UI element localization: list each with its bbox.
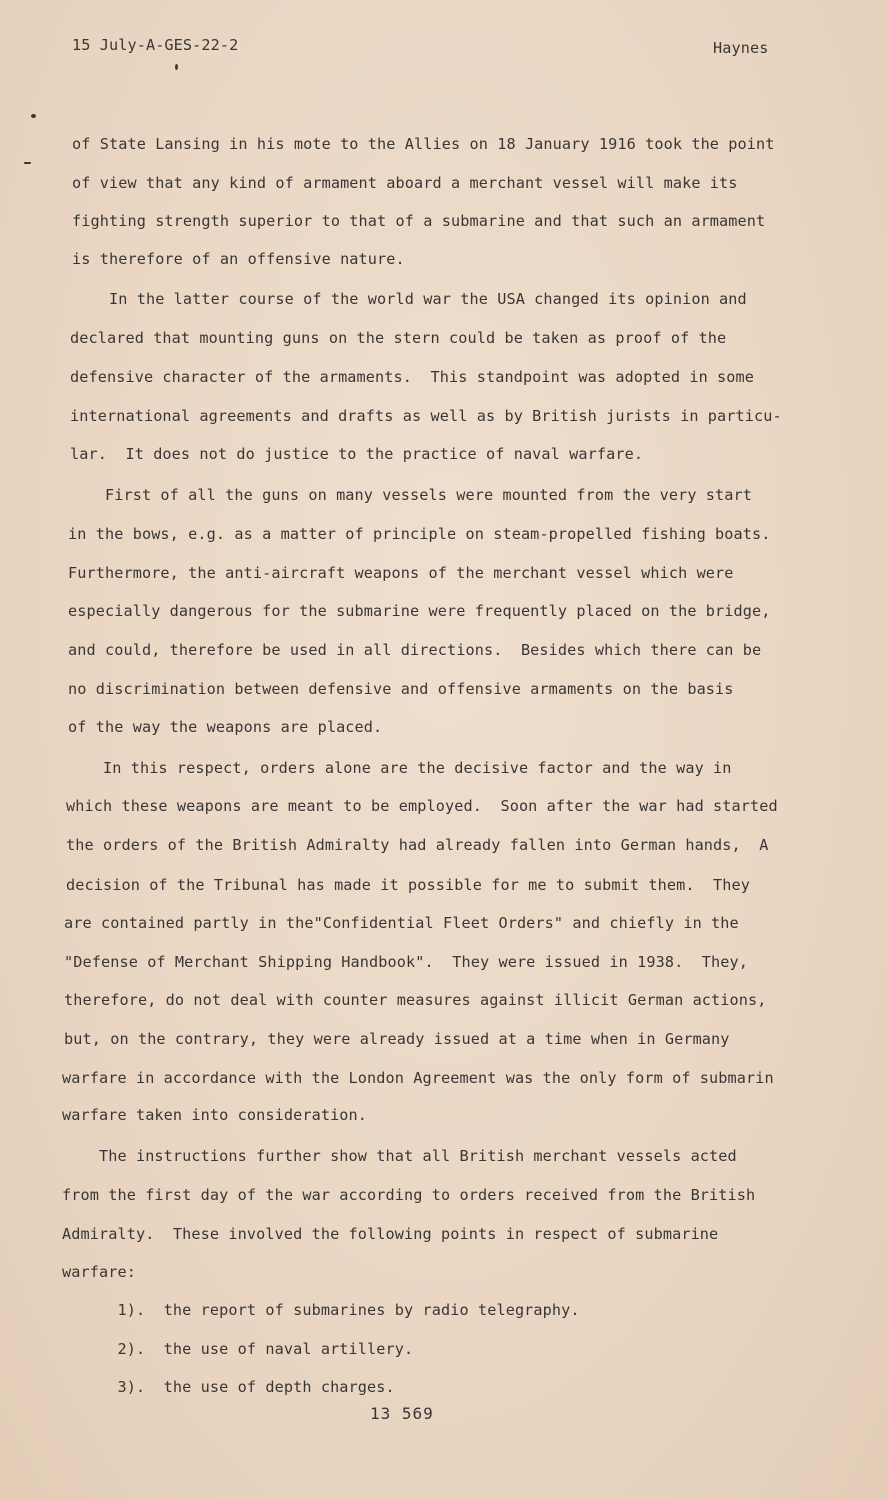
body-line: especially dangerous for the submarine were frequently placed on the bridge, <box>68 602 771 620</box>
ink-speck <box>24 162 31 164</box>
body-line: of State Lansing in his mote to the Allies on 18 January 1916 took the point <box>72 135 775 153</box>
body-line: in the bows, e.g. as a matter of principle on steam-propelled fishing boats. <box>68 525 771 543</box>
body-line: declared that mounting guns on the stern could be taken as proof of the <box>70 329 727 347</box>
body-line: warfare: <box>62 1263 136 1281</box>
body-line: "Defense of Merchant Shipping Handbook". They were issued in 1938. They, <box>64 953 749 971</box>
body-line: First of all the guns on many vessels were mounted from the very start <box>68 486 753 504</box>
ink-speck <box>175 64 178 70</box>
body-line: from the first day of the war according to orders received from the British <box>62 1186 756 1204</box>
body-line: Admiralty. These involved the following points in respect of submarine <box>62 1225 719 1243</box>
body-line: international agreements and drafts as well as by British jurists in particu- <box>70 407 782 425</box>
body-line: is therefore of an offensive nature. <box>72 250 405 268</box>
body-line: In this respect, orders alone are the decisive factor and the way in <box>66 759 732 777</box>
body-line: no discrimination between defensive and offensive armaments on the basis <box>68 680 734 698</box>
ink-speck <box>31 114 36 118</box>
body-line: but, on the contrary, they were already issued at a time when in Germany <box>64 1030 730 1048</box>
body-line: of the way the weapons are placed. <box>68 718 383 736</box>
body-line: defensive character of the armaments. This standpoint was adopted in some <box>70 368 755 386</box>
body-line: and could, therefore be used in all directions. Besides which there can be <box>68 641 762 659</box>
body-line: 1). the report of submarines by radio telegraphy. <box>62 1301 580 1319</box>
page-number: 13 569 <box>370 1404 434 1423</box>
body-line: the orders of the British Admiralty had already fallen into German hands, A <box>66 836 769 854</box>
document-id: 15 July-A-GES-22-2 <box>72 36 239 54</box>
body-line: warfare in accordance with the London Agreement was the only form of submarin <box>62 1069 774 1087</box>
body-line: In the latter course of the world war the USA changed its opinion and <box>72 290 747 308</box>
body-line: fighting strength superior to that of a submarine and that such an armament <box>72 212 766 230</box>
body-line: Furthermore, the anti-aircraft weapons of the merchant vessel which were <box>68 564 734 582</box>
body-line: of view that any kind of armament aboard a merchant vessel will make its <box>72 174 738 192</box>
body-line: therefore, do not deal with counter measures against illicit German actions, <box>64 991 767 1009</box>
body-line: The instructions further show that all British merchant vessels acted <box>62 1147 737 1165</box>
body-line: which these weapons are meant to be employed. Soon after the war had started <box>66 797 778 815</box>
body-line: decision of the Tribunal has made it possible for me to submit them. They <box>66 876 751 894</box>
body-line: 2). the use of naval artillery. <box>62 1340 414 1358</box>
body-line: 3). the use of depth charges. <box>62 1378 395 1396</box>
body-line: warfare taken into consideration. <box>62 1106 368 1124</box>
author-name: Haynes <box>713 39 769 57</box>
body-line: are contained partly in the"Confidential Fleet Orders" and chiefly in the <box>64 914 739 932</box>
body-line: lar. It does not do justice to the practice of naval warfare. <box>70 445 644 463</box>
